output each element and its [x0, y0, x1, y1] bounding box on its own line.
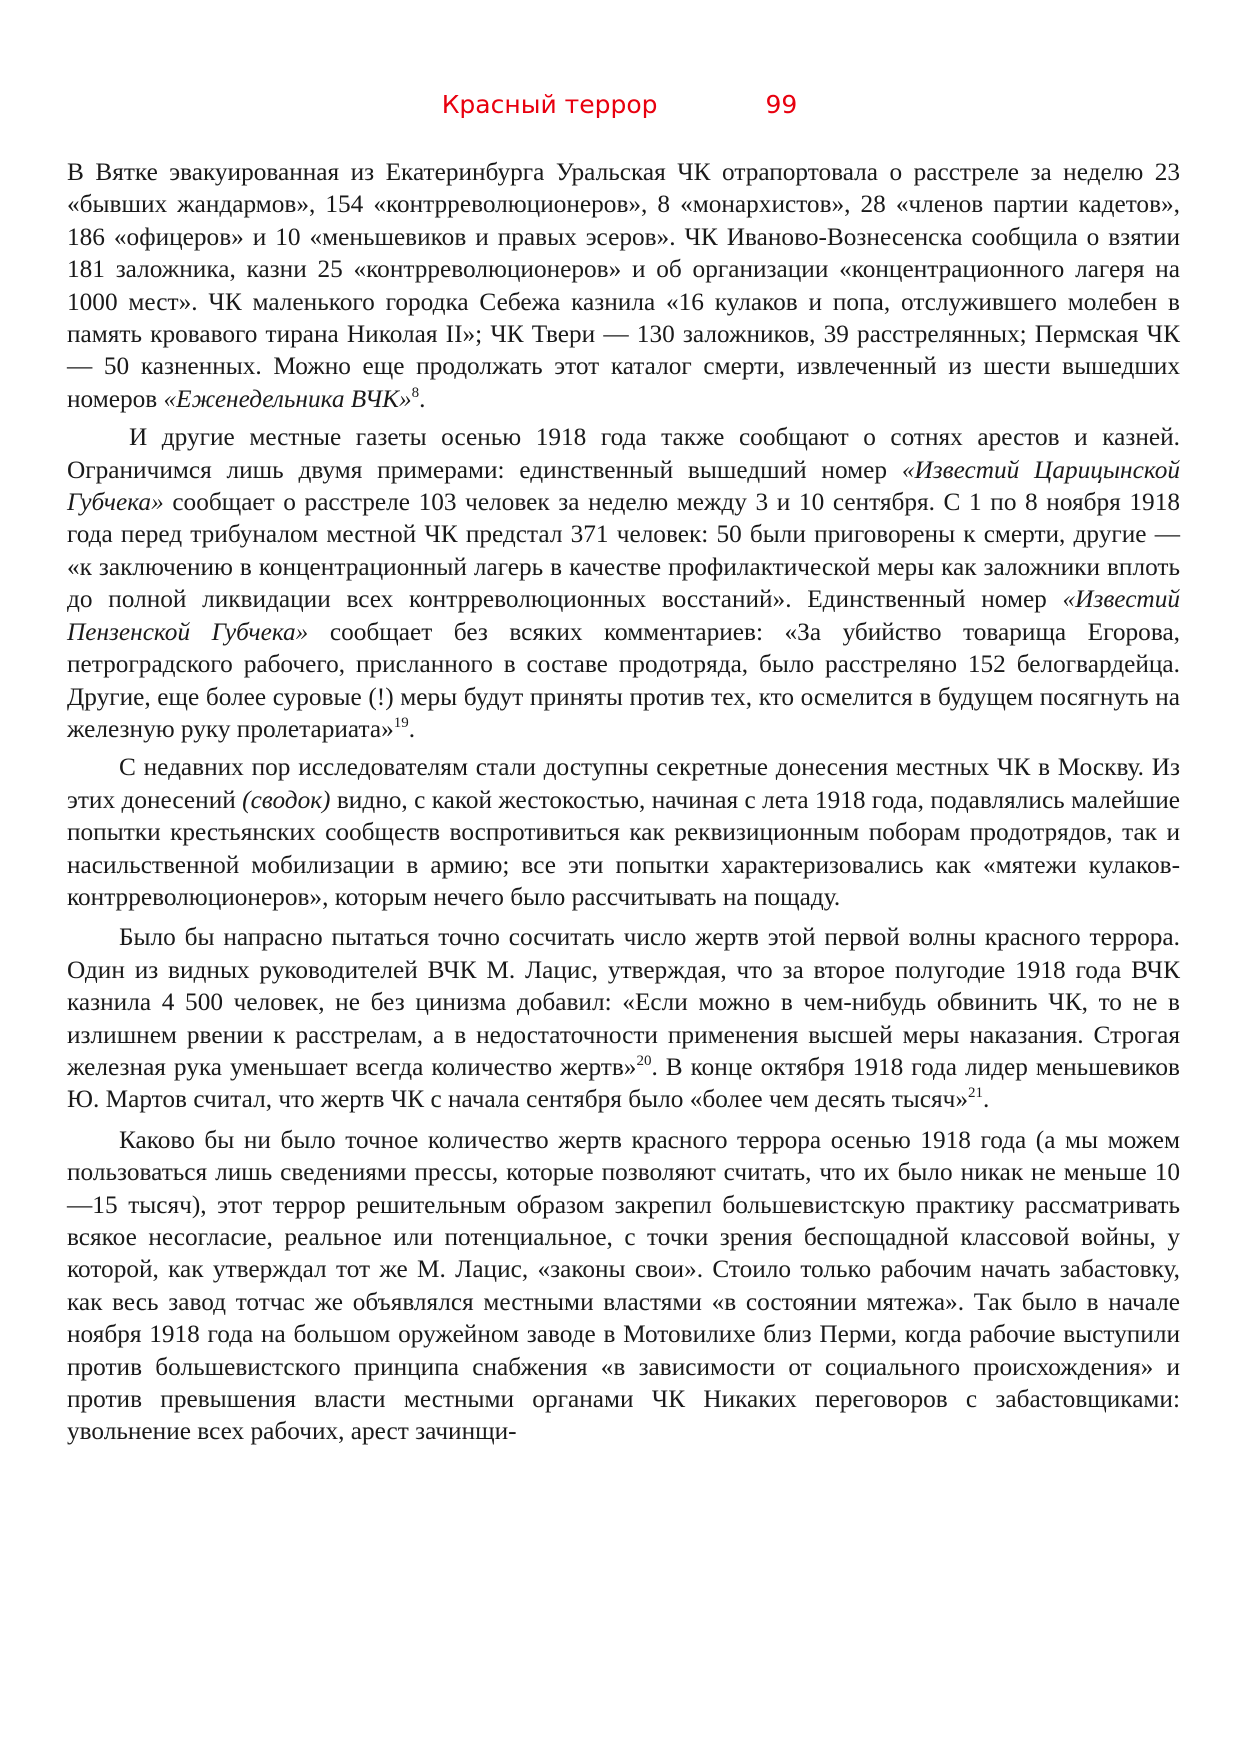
paragraph-1-text: В Вятке эвакуированная из Екатеринбурга Уральская ЧК отрапортовала о расстреле за неделю 23 «бывших жандармов», 154 «контрреволюционеров», 8 «монархистов», 28 «членов партии кадетов», 186 «офицеров» и 10 «меньшевиков и правых эсеров». ЧК Иваново-Вознесенска сообщила о взятии 181 заложника, казни 25 «контрреволюционеров» и об организации «концентрационного лагеря на 1000 мест». ЧК маленького городка Себежа казнила «16 кулаков и попа, отслужившего молебен в память кровавого тирана Николая II»; ЧК Твери — 130 заложников, 39 расстрелянных; Пермская ЧК — 50 казненных. Можно еще продолжать этот каталог смерти, извлеченный из шести вышедших номеров	[67, 158, 1180, 413]
paragraph-3-text-b: видно, с какой жестокостью, начиная с лета 1918 года, подавлялись малейшие попытки крестьянских сообществ воспротивиться как реквизиционным поборам продотрядов, так и насильственной мобилизации в армию; все эти попытки характеризовались как «мятежи кулаков-контрреволюционеров», которым нечего было рассчитывать на пощаду.	[67, 785, 1181, 911]
paragraph-4	[67, 921, 1180, 1115]
paragraph-4-text-a: Было бы напрасно пытаться точно сосчитать число жертв этой первой волны красного террора. Один из видных руководителей ВЧК М. Лацис, утверждая, что за второе полугодие 1918 года ВЧК казнила 4 500 человек, не без цинизма добавил: «Если можно в чем-нибудь обвинить ЧК, то не в излишнем рвении к расстрелам, а в недостаточности применения высшей меры наказания. Строгая железная рука уменьшает всегда количество жертв»	[67, 923, 1180, 1081]
paragraph-1	[67, 156, 1180, 415]
paragraph-3-text-a: С недавних пор исследователям стали доступны секретные донесения местных ЧК в Москву. Из этих донесений	[67, 753, 1180, 814]
paragraph-2-text-b: сообщает о расстреле 103 человек за неделю между 3 и 10 сентября. С 1 по 8 ноября 1918 года перед трибуналом местной ЧК предстал 371 человек: 50 были приговорены к смерти, другие — «к заключению в концентрационный лагерь в качестве профилактической меры как заложники вплоть до полной ликвидации всех контрреволюционных восстаний». Единственный номер	[67, 488, 1180, 614]
paragraph-5-text: Каково бы ни было точное количество жертв красного террора осенью 1918 года (а мы можем пользоваться лишь сведениями прессы, которые позволяют считать, что их было никак не меньше 10—15 тысяч), этот террор решительным образом закрепил большевистскую практику рассматривать всякое несогласие, реальное или потенциальное, с точки зрения беспощадной классовой войны, у которой, как утверждал тот же М. Лацис, «законы свои». Стоило только рабочим начать забастовку, как весь завод тотчас же объявлялся местными властями «в состоянии мятежа». Так было в начале ноября 1918 года на большом оружейном заводе в Мотовилихе близ Перми, когда рабочие выступили против большевистского принципа снабжения «в зависимости от социального происхождения» и против превышения власти местными органами ЧК Никаких переговоров с забастовщиками: увольнение всех рабочих, арест зачинщи-	[67, 1125, 1180, 1446]
body-text	[67, 156, 1180, 1448]
paragraph-3-italic: (сводок)	[242, 785, 331, 814]
running-header	[0, 90, 1239, 119]
footnote-ref-8: 8	[411, 384, 420, 401]
paragraph-1-end: .	[419, 384, 426, 413]
paragraph-2-text-c: сообщает без всяких комментариев: «За убийство товарища Егорова, петроградского рабочего, присланного в составе продотряда, было расстреляно 152 белогвардейца. Другие, еще более суровые (!) меры будут приняты против тех, кто осмелится в будущем посягнуть на железную руку пролетариата»	[67, 617, 1180, 743]
footnote-ref-21: 21	[968, 1085, 984, 1102]
paragraph-1-italic: «Еженедельника ВЧК»	[163, 384, 412, 413]
footnote-ref-19: 19	[393, 714, 409, 731]
paragraph-2-end: .	[408, 714, 416, 743]
header-title: Красный террор	[441, 90, 658, 119]
paragraph-4-text-b: . В конце октября 1918 года лидер меньшевиков Ю. Мартов считал, что жертв ЧК с начала сентября было «более чем десять тысяч»	[67, 1052, 1180, 1114]
page-number: 99	[765, 90, 798, 119]
paragraph-3	[67, 751, 1180, 913]
paragraph-5	[67, 1124, 1180, 1448]
paragraph-2	[67, 421, 1180, 745]
paragraph-2-text-a: И другие местные газеты осенью 1918 года также сообщают о сотнях арестов и казней. Ограничимся лишь двумя примерами: единственный вышедший номер	[67, 423, 1180, 484]
footnote-ref-20: 20	[636, 1052, 652, 1069]
paragraph-2-italic-a: «Известий Царицынской Губчека»	[67, 455, 1180, 517]
paragraph-2-italic-b: «Известий Пензенской Губчека»	[67, 585, 1180, 646]
paragraph-4-end: .	[983, 1085, 990, 1114]
